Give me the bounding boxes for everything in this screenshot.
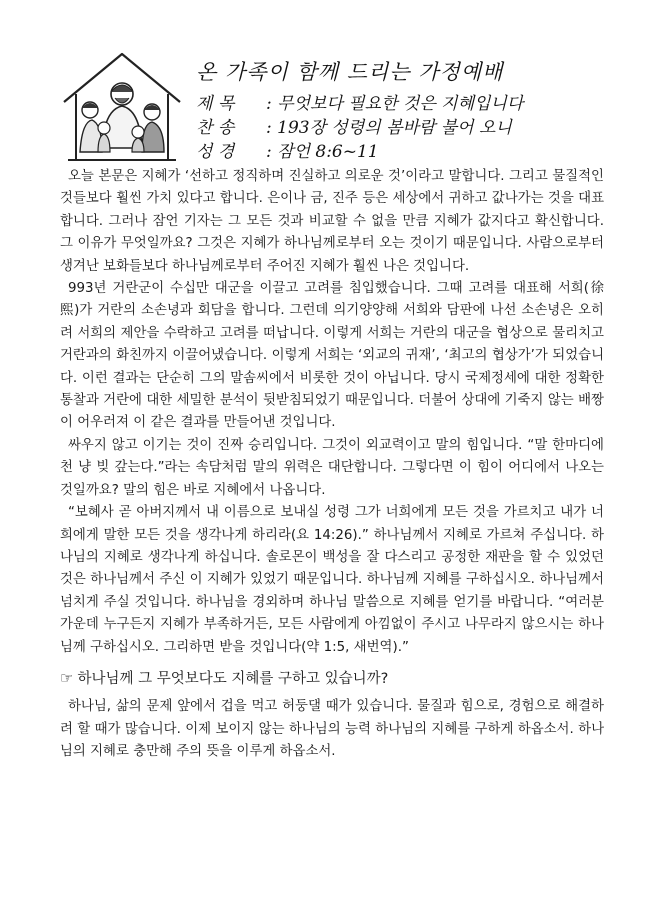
scripture-value: 잠언 8:6~11 <box>277 142 379 162</box>
header <box>0 0 651 170</box>
subject-label: 제 목 <box>196 94 235 114</box>
paragraph-words: 싸우지 않고 이기는 것이 진짜 승리입니다. 그것이 외교력이고 말의 힘입니다. “말 한마디에 천 냥 빚 갚는다.”라는 속담처럼 말의 위력은 대단합니다. 그렇다면 이 힘이 어디에서 나오는 것일까요? 말의 힘은 바로 지혜에서 나옵니다. <box>60 437 604 498</box>
scripture-row <box>196 140 523 164</box>
page-title: 온 가족이 함께 드리는 가정예배 <box>196 60 504 84</box>
scripture-sep: : <box>266 142 278 162</box>
paragraph-seohui: 993년 거란군이 수십만 대군을 이끌고 고려를 침입했습니다. 그때 고려를 대표해 서희(徐熙)가 거란의 소손녕과 회담을 합니다. 그런데 의기양양해 서희와 담판에 나선 소손녕은 오히려 서희의 제안을 수락하고 고려를 떠납니다. 이렇게 서희는 거란의 대군을 협상으로 물리치고 거란과의 화친까지 이끌어냈습니다. 이렇게 서희는 ‘외교의 귀재’, ‘최고의 협상가’가 되었습니다. 이런 결과는 단순히 그의 말솜씨에서 비롯한 것이 아닙니다. 당시 국제정세에 대한 정확한 통찰과 거란에 대한 세밀한 분석이 뒷받침되었기 때문입니다. 더불어 상대에 기죽지 않는 배짱이 어우러져 이 같은 결과를 만들어낸 것입니다. <box>60 281 604 431</box>
service-info <box>196 92 523 164</box>
paragraph-prayer: 하나님, 삶의 문제 앞에서 겁을 먹고 허둥댈 때가 있습니다. 물질과 힘으로, 경험으로 해결하려 할 때가 많습니다. 이제 보이지 않는 하나님의 능력 하나님의 지혜를 구하게 하옵소서. 하나님의 지혜로 충만해 주의 뜻을 이루게 하옵소서. <box>60 699 604 760</box>
paragraph-scripture: “보혜사 곧 아버지께서 내 이름으로 보내실 성령 그가 너희에게 모든 것을 가르치고 내가 너희에게 말한 모든 것을 생각나게 하리라(요 14:26).” 하나님께서 지혜로 가르쳐 주십니다. 하나님의 지혜로 생각나게 하십니다. 솔로몬이 백성을 잘 다스리고 공정한 재판을 할 수 있었던 것은 하나님께서 주신 이 지혜가 있었기 때문입니다. 하나님께 지혜를 구하십시오. 하나님께서 넘치게 주실 것입니다. 하나님을 경외하며 하나님 말씀으로 지혜를 얻기를 바랍니다. “여러분 가운데 누구든지 지혜가 부족하거든, 모든 사람에게 아낌없이 주시고 나무라지 않으시는 하나님께 구하십시오. 그리하면 받을 것입니다(약 1:5, 새번역).” <box>60 505 604 655</box>
pointing-hand-icon: ☞ <box>60 668 74 687</box>
reflection-question <box>60 667 604 690</box>
hymn-label: 찬 송 <box>196 118 235 138</box>
subject-sep: : <box>266 94 278 114</box>
sermon-body <box>60 166 604 764</box>
reflection-question-text: 하나님께 그 무엇보다도 지혜를 구하고 있습니까? <box>77 670 389 687</box>
family-worship-illustration <box>58 48 186 166</box>
hymn-value: 193장 성령의 봄바람 불어 오니 <box>277 118 512 138</box>
scripture-label: 성 경 <box>196 142 235 162</box>
paragraph-intro: 오늘 본문은 지혜가 ‘선하고 정직하며 진실하고 의로운 것’이라고 말합니다. 그리고 물질적인 것들보다 훨씬 가치 있다고 합니다. 은이나 금, 진주 등은 세상에서 귀하고 값나가는 것을 대표합니다. 그러나 잠언 기자는 그 모든 것과 비교할 수 없을 만큼 지혜가 값지다고 확신합니다. 그 이유가 무엇일까요? 그것은 지혜가 하나님께로부터 오는 것이기 때문입니다. 사람으로부터 생겨난 보화들보다 하나님께로부터 주어진 지혜가 훨씬 나은 것입니다. <box>60 169 604 274</box>
subject-value: 무엇보다 필요한 것은 지혜입니다 <box>277 94 524 114</box>
hymn-sep: : <box>266 118 278 138</box>
subject-row <box>196 92 523 116</box>
hymn-row <box>196 116 523 140</box>
